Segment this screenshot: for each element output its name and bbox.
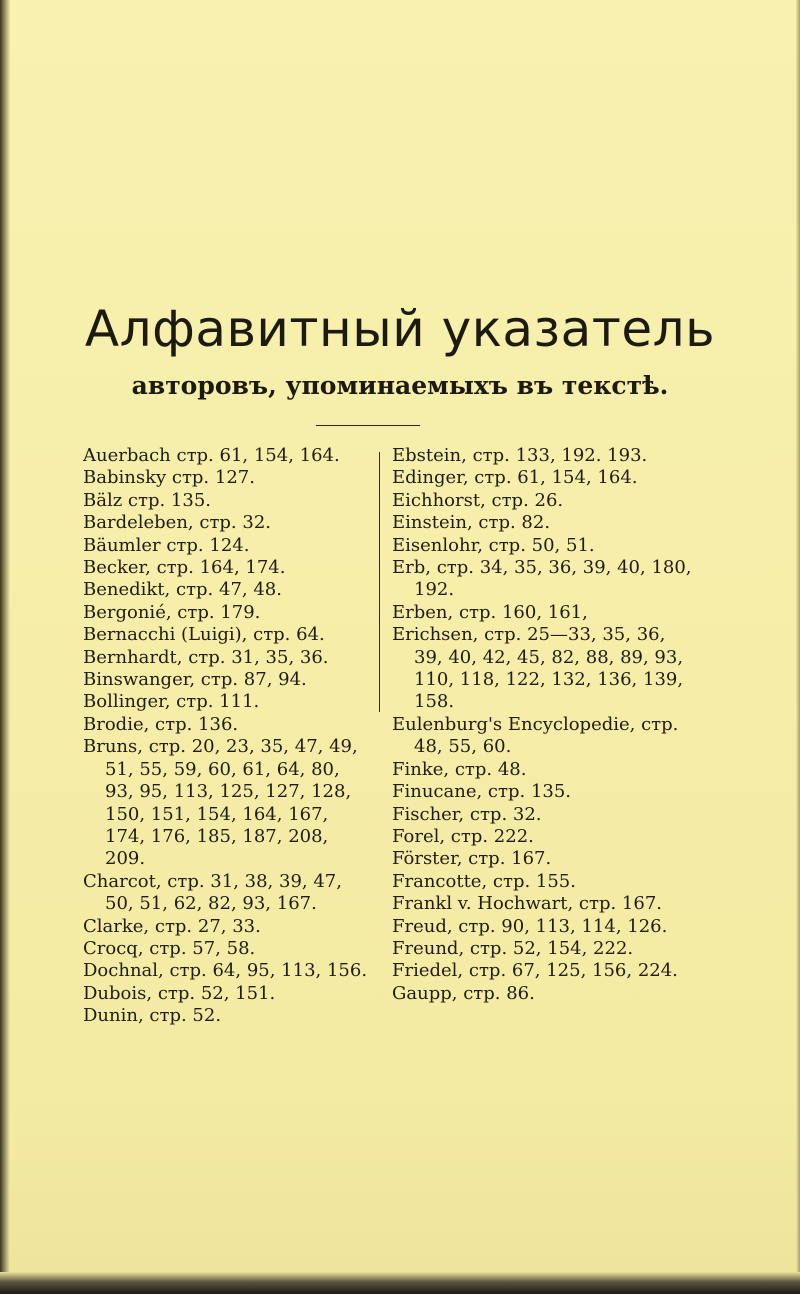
index-entry: Becker, стр. 164, 174.: [83, 557, 286, 579]
index-column-right: [392, 445, 698, 1005]
index-entry: Friedel, стр. 67, 125, 156, 224.: [392, 960, 678, 982]
index-entry: Einstein, стр. 82.: [392, 512, 551, 534]
index-column-left: [83, 445, 373, 1028]
index-entry: Binswanger, стр. 87, 94.: [83, 669, 307, 691]
index-entry: Auerbach стр. 61, 154, 164.: [83, 445, 340, 466]
index-entry: Bardeleben, стр. 32.: [83, 512, 271, 534]
index-entry: Förster, стр. 167.: [392, 848, 552, 870]
index-entry: Babinsky стр. 127.: [83, 467, 255, 489]
index-entry: Francotte, стр. 155.: [392, 870, 576, 892]
index-entry: Bäumler стр. 124.: [83, 534, 250, 556]
index-entry: Eisenlohr, стр. 50, 51.: [392, 534, 595, 556]
index-entry: Forel, стр. 222.: [392, 825, 534, 847]
index-entry: Benedikt, стр. 47, 48.: [83, 579, 282, 601]
index-entry: Bernhardt, стр. 31, 35, 36.: [83, 646, 329, 668]
index-entry: Freund, стр. 52, 154, 222.: [392, 937, 634, 959]
index-entry: Crocq, стр. 57, 58.: [83, 937, 256, 959]
index-entry: Bernacchi (Luigi), стр. 64.: [83, 624, 325, 646]
index-entry: Bollinger, стр. 111.: [83, 691, 260, 713]
index-entry: Erb, стр. 34, 35, 36, 39, 40, 180, 192.: [392, 557, 692, 601]
index-entry: Dochnal, стр. 64, 95, 113, 156.: [83, 960, 368, 982]
index-entry: Finucane, стр. 135.: [392, 781, 572, 803]
index-entry: Bälz стр. 135.: [83, 489, 212, 511]
index-entry: Edinger, стр. 61, 154, 164.: [392, 467, 638, 489]
column-divider: [379, 452, 380, 712]
page-subtitle: авторовъ, упоминаемыхъ въ текстѣ.: [131, 371, 669, 400]
index-entry: Dunin, стр. 52.: [83, 1005, 222, 1027]
index-entry: Clarke, стр. 27, 33.: [83, 915, 261, 937]
index-entry: Eulenburg's Encyclopedie, стр. 48, 55, 60.: [392, 713, 679, 758]
index-entry: Fischer, стр. 32.: [392, 803, 542, 825]
index-entry: Brodie, стр. 136.: [83, 713, 239, 735]
index-entry: Gaupp, стр. 86.: [392, 982, 535, 1004]
index-entry: Bruns, стр. 20, 23, 35, 47, 49, 51, 55, 59, 60, 61, 64, 80, 93, 95, 113, 125, 127, 128, 150, 151, 154, 164, 167, 174, 176, 185, 187, 208, 209.: [83, 736, 358, 870]
index-entry: Freud, стр. 90, 113, 114, 126.: [392, 915, 668, 937]
title-rule: [316, 425, 420, 426]
page-title: Алфавитный указатель: [84, 300, 716, 358]
index-entry: Bergonié, стр. 179.: [83, 601, 261, 623]
index-entry: Eichhorst, стр. 26.: [392, 489, 564, 511]
index-entry: Dubois, стр. 52, 151.: [83, 982, 276, 1004]
index-entry: Frankl v. Hochwart, стр. 167.: [392, 893, 662, 915]
index-entry: Erichsen, стр. 25—33, 35, 36, 39, 40, 42, 45, 82, 88, 89, 93, 110, 118, 122, 132, 136, 139, 158.: [392, 624, 684, 713]
page-bottom-edge: [0, 1272, 800, 1294]
index-entry: Ebstein, стр. 133, 192. 193.: [392, 445, 648, 466]
index-entry: Erben, стр. 160, 161,: [392, 601, 588, 623]
page-left-edge: [0, 0, 10, 1294]
page-right-edge: [796, 0, 800, 1294]
index-entry: Finke, стр. 48.: [392, 758, 527, 780]
index-entry: Charcot, стр. 31, 38, 39, 47, 50, 51, 62, 82, 93, 167.: [83, 870, 342, 915]
